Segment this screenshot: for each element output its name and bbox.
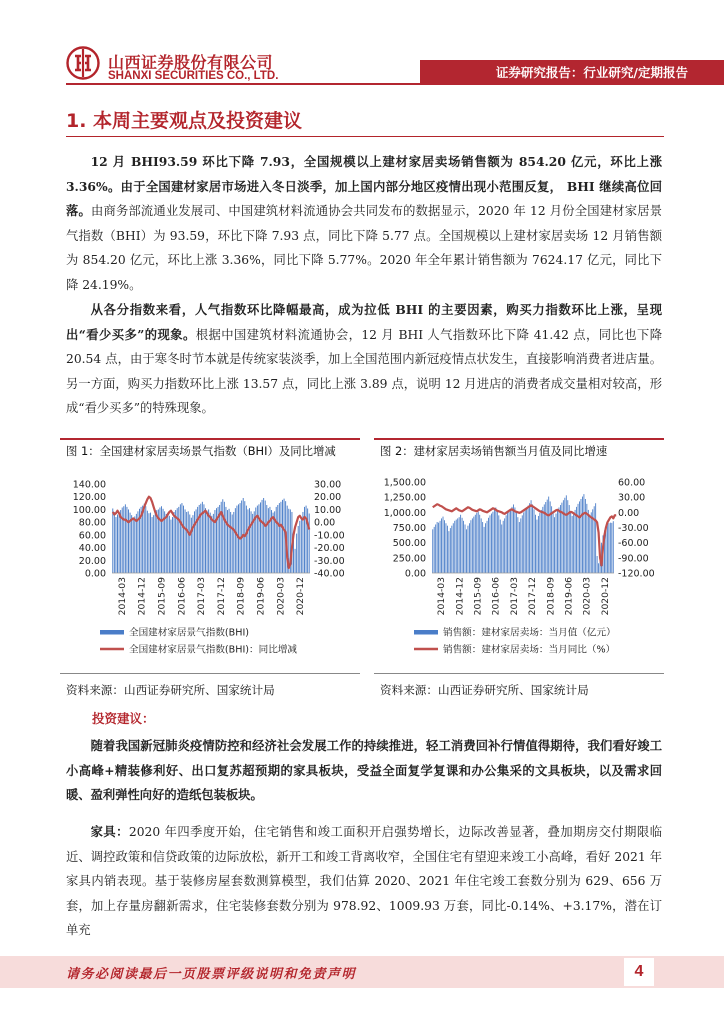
- x-axis-tick-label: 2017-03: [508, 577, 520, 616]
- chart-bar: [535, 515, 536, 573]
- paragraph-lead-bold: 12 月 BHI93.59 环比下降 7.93，全国规模以上建材家居卖场销售额为 854.20 亿元，环比上涨 3.36%。由于全国建材家居市场进入冬日淡季，加上国内部分地区疫情出现小范围反复， BHI 继续高位回落。: [66, 154, 662, 219]
- chart-bar: [440, 521, 441, 573]
- left-axis-tick-label: 1,500.00: [383, 477, 426, 489]
- chart-bar: [145, 506, 146, 573]
- chart-bar: [557, 511, 558, 573]
- chart-bar: [566, 495, 567, 573]
- chart-bar: [488, 518, 489, 573]
- chart-bar: [128, 509, 129, 573]
- left-axis-tick-label: 0.00: [404, 568, 426, 580]
- chart-bar: [504, 518, 505, 573]
- right-axis-tick-label: -30.00: [314, 555, 345, 567]
- chart-bar: [235, 508, 236, 573]
- chart-bar: [613, 521, 614, 573]
- chart-bar: [222, 499, 223, 573]
- chart-bar: [159, 508, 160, 573]
- x-axis-tick-label: 2016-06: [490, 577, 502, 616]
- left-axis-tick-label: 80.00: [78, 517, 106, 529]
- chart-bar: [181, 503, 182, 573]
- chart-bar: [472, 518, 473, 573]
- chart-bar: [520, 518, 521, 573]
- chart-bar: [251, 511, 252, 573]
- chart-bar: [136, 514, 137, 573]
- chart-bar: [227, 510, 228, 573]
- chart-bar: [500, 520, 501, 573]
- chart-bar: [224, 502, 225, 573]
- chart-bar: [537, 520, 538, 573]
- chart-bar: [148, 513, 149, 573]
- chart-bar: [512, 507, 513, 573]
- chart-bar: [525, 510, 526, 573]
- chart-bar: [247, 509, 248, 573]
- chart-bar: [175, 510, 176, 573]
- chart-bar: [186, 512, 187, 573]
- chart-bar: [232, 515, 233, 573]
- chart-bar: [522, 515, 523, 573]
- chart-bar: [581, 499, 582, 573]
- chart-bar: [588, 510, 589, 573]
- chart-bar: [172, 517, 173, 573]
- chart-bar: [510, 509, 511, 573]
- chart-bar: [265, 501, 266, 573]
- page-number: 4: [624, 958, 654, 986]
- chart-bar: [229, 509, 230, 573]
- chart-bar: [456, 520, 457, 573]
- chart-bar: [236, 506, 237, 573]
- chart-bar: [441, 518, 442, 573]
- chart-bar: [547, 500, 548, 573]
- right-axis-tick-label: 60.00: [618, 477, 646, 489]
- x-axis-tick-label: 2017-12: [215, 577, 227, 616]
- chart-bar: [438, 523, 439, 573]
- chart-bar: [144, 504, 145, 573]
- chart-bar: [539, 513, 540, 573]
- chart-bar: [191, 518, 192, 573]
- chart-bar: [610, 523, 611, 573]
- chart-bar: [133, 519, 134, 573]
- chart-bar: [444, 520, 445, 573]
- x-axis-tick-label: 2017-03: [196, 577, 208, 616]
- chart-bar: [517, 517, 518, 573]
- chart-bar: [560, 505, 561, 573]
- x-axis-tick-label: 2020-12: [599, 577, 611, 616]
- chart-bar: [479, 515, 480, 573]
- left-axis-tick-label: 750.00: [392, 523, 426, 534]
- chart-bar: [594, 506, 595, 573]
- left-axis-tick-label: 140.00: [72, 479, 106, 491]
- chart-bar: [131, 515, 132, 573]
- chart-bar: [498, 515, 499, 573]
- right-axis-tick-label: 0.00: [618, 507, 640, 519]
- left-axis-tick-label: 500.00: [392, 538, 426, 550]
- chart-bar: [249, 508, 250, 573]
- chart-bar: [213, 514, 214, 573]
- chart-bar: [607, 524, 608, 573]
- chart-bar: [301, 517, 302, 573]
- chart-bar: [196, 509, 197, 573]
- x-axis-tick-label: 2014-12: [454, 577, 466, 616]
- legend-label-bar: 销售额：建材家居卖场：当月值（亿元）: [443, 627, 616, 639]
- figure-1-top-rule: [60, 438, 360, 440]
- chart-bar: [169, 516, 170, 573]
- chart-bar: [460, 515, 461, 573]
- chart-bar: [276, 507, 277, 573]
- chart-bar: [295, 549, 296, 573]
- chart-bar: [553, 512, 554, 573]
- x-axis-tick-label: 2020-03: [581, 577, 593, 616]
- chart-bar: [211, 516, 212, 573]
- chart-bar: [114, 512, 115, 573]
- right-axis-tick-label: -120.00: [618, 568, 655, 580]
- chart-bar: [174, 512, 175, 573]
- figure-2-source: 资料来源：山西证券研究所、国家统计局: [380, 683, 589, 697]
- chart-bar: [284, 499, 285, 573]
- chart-bar: [302, 512, 303, 573]
- chart-bar: [115, 517, 116, 573]
- chart-bar: [260, 502, 261, 573]
- chart-bar: [551, 506, 552, 573]
- chart-bar: [307, 508, 308, 573]
- furniture-paragraph: [66, 820, 662, 943]
- chart-bar: [183, 506, 184, 573]
- chart-bar: [611, 523, 612, 573]
- chart-bar: [123, 506, 124, 573]
- chart-bar: [532, 504, 533, 573]
- chart-bar: [523, 512, 524, 573]
- figure-2-bottom-rule: [374, 673, 664, 674]
- legend-label-line: 销售额：建材家居卖场：当月同比（%）: [443, 644, 616, 656]
- x-axis-tick-label: 2020-12: [295, 577, 307, 616]
- chart-bar: [513, 504, 514, 573]
- chart-bar: [117, 515, 118, 573]
- chart-bar: [282, 500, 283, 573]
- chart-bar: [556, 514, 557, 573]
- chart-bar: [166, 514, 167, 573]
- report-type-banner: [420, 60, 724, 83]
- left-axis-tick-label: 120.00: [72, 492, 106, 504]
- x-axis-tick-label: 2018-09: [545, 577, 557, 616]
- legend-label-line: 全国建材家居景气指数(BHI)：同比增减: [129, 644, 298, 656]
- chart-bar: [150, 513, 151, 573]
- chart-bar: [454, 521, 455, 573]
- chart-bar: [161, 506, 162, 573]
- chart-bar: [153, 515, 154, 573]
- chart-bar: [559, 507, 560, 573]
- chart-bar: [119, 513, 120, 573]
- chart-bar: [448, 531, 449, 573]
- chart-bar: [495, 507, 496, 573]
- x-axis-tick-label: 2014-12: [136, 577, 148, 616]
- chart-bar: [583, 494, 584, 573]
- chart-bar: [482, 522, 483, 573]
- chart-bar: [192, 515, 193, 573]
- chart-bar: [435, 524, 436, 573]
- x-axis-tick-label: 2019-06: [563, 577, 575, 616]
- legend-swatch-bar: [100, 630, 124, 635]
- chart-bar: [309, 514, 310, 574]
- chart-bar: [203, 504, 204, 573]
- x-axis-tick-label: 2015-09: [472, 577, 484, 616]
- footer-disclaimer: 请务必阅读最后一页股票评级说明和免责声明: [66, 967, 357, 982]
- right-axis-tick-label: -90.00: [618, 553, 649, 565]
- chart-bar: [509, 511, 510, 573]
- chart-bar: [156, 510, 157, 573]
- chart-bar: [434, 527, 435, 573]
- chart-bar: [450, 528, 451, 573]
- chart-bar: [501, 524, 502, 573]
- right-axis-tick-label: 0.00: [314, 517, 336, 529]
- chart-bar: [582, 497, 583, 573]
- chart-bar: [529, 503, 530, 573]
- chart-bar: [134, 516, 135, 573]
- figure-2-top-rule: [374, 438, 664, 440]
- chart-bar: [494, 510, 495, 573]
- furniture-body: 2020 年四季度开始，住宅销售和竣工面积开启强势增长，边际改善显著，叠加期房交付期限临近、调控政策和信贷政策的边际放松，新开工和竣工背离收窄，全国住宅有望迎来竣工小高峰，看好 2021 年家具内销表现。基于装修房屋套数测算模型，我们估算 2020、2021 年住宅竣工套数分别为 629、656 万套，加上存量房翻新需求，住宅装修套数分别为 978.92、1009.93 万套，同比-0.14%、+3.17%，潜在订单充: [66, 825, 662, 938]
- chart-bar: [572, 516, 573, 573]
- chart-bar: [207, 511, 208, 573]
- chart-bar: [210, 513, 211, 573]
- chart-bar: [465, 524, 466, 573]
- chart-bar: [225, 507, 226, 573]
- chart-bar: [487, 521, 488, 573]
- chart-bar: [112, 508, 113, 573]
- chart-bar: [516, 512, 517, 573]
- chart-bar: [575, 510, 576, 573]
- chart-bar: [446, 523, 447, 573]
- chart-bar: [526, 507, 527, 573]
- left-axis-tick-label: 100.00: [72, 504, 106, 516]
- chart-bar: [591, 512, 592, 573]
- chart-bar: [490, 515, 491, 573]
- left-axis-tick-label: 0.00: [84, 568, 106, 580]
- chart-bar: [589, 515, 590, 573]
- chart-bar: [563, 500, 564, 573]
- chart-bar: [514, 507, 515, 573]
- chart-bar: [170, 520, 171, 573]
- x-axis-tick-label: 2017-12: [527, 577, 539, 616]
- chart-bar: [475, 515, 476, 573]
- chart-bar: [468, 526, 469, 573]
- x-axis-tick-label: 2015-09: [156, 577, 168, 616]
- legend-label-bar: 全国建材家居景气指数(BHI): [129, 627, 250, 639]
- chart-bar: [188, 511, 189, 573]
- chart-bar: [258, 504, 259, 573]
- chart-bar: [506, 515, 507, 573]
- x-axis-tick-label: 2014-03: [116, 577, 128, 616]
- x-axis-tick-label: 2018-09: [235, 577, 247, 616]
- x-axis-tick-label: 2019-06: [255, 577, 267, 616]
- chart-bar: [185, 509, 186, 573]
- chart-bar: [230, 512, 231, 573]
- chart-bar: [214, 510, 215, 573]
- figure-1-title: 图 1：全国建材家居卖场景气指数（BHI）及同比增减: [66, 444, 336, 458]
- chart-bar: [538, 516, 539, 573]
- figure-1-source: 资料来源：山西证券研究所、国家统计局: [66, 683, 275, 697]
- chart-bar: [491, 514, 492, 573]
- chart-bar: [277, 505, 278, 573]
- chart-bar: [279, 503, 280, 573]
- chart-bar: [507, 513, 508, 573]
- left-axis-tick-label: 1,250.00: [383, 492, 426, 504]
- chart-bar: [443, 517, 444, 573]
- chart-bar: [470, 520, 471, 573]
- legend-swatch-bar: [414, 630, 438, 635]
- chart-bar: [453, 523, 454, 573]
- chart-bar: [573, 513, 574, 573]
- left-axis-tick-label: 60.00: [78, 530, 106, 542]
- chart-bar: [194, 511, 195, 573]
- chart-bar: [246, 506, 247, 573]
- company-name-en: SHANXI SECURITIES CO., LTD.: [108, 70, 279, 82]
- investment-subtitle: 投资建议：: [92, 711, 155, 726]
- chart-bar: [296, 534, 297, 573]
- x-axis-tick-label: 2016-06: [176, 577, 188, 616]
- chart-bar: [481, 518, 482, 573]
- chart-bar: [167, 513, 168, 573]
- chart-bar: [451, 526, 452, 573]
- chart-bar: [266, 505, 267, 573]
- chart-bar: [569, 505, 570, 573]
- chart-bar: [478, 512, 479, 573]
- chart-bar: [519, 522, 520, 573]
- investment-summary: [66, 734, 662, 808]
- chart-bar: [564, 498, 565, 573]
- chart-bar: [484, 527, 485, 573]
- chart-bar: [147, 511, 148, 573]
- chart-bar: [457, 518, 458, 573]
- chart-bar: [531, 500, 532, 573]
- x-axis-tick-label: 2014-03: [436, 577, 448, 616]
- chart-bar: [298, 526, 299, 573]
- chart-bar: [598, 563, 599, 573]
- chart-bar: [534, 509, 535, 573]
- chart-bar: [544, 504, 545, 573]
- chart-bar: [208, 509, 209, 573]
- chart-bar: [142, 506, 143, 573]
- section-title: 1. 本周主要观点及投资建议: [66, 110, 303, 132]
- chart-bar: [548, 497, 549, 573]
- right-axis-tick-label: 30.00: [618, 492, 646, 504]
- chart-bar: [463, 521, 464, 573]
- chart-bar: [570, 511, 571, 573]
- paragraph-body: 根据中国建筑材料流通协会，12 月 BHI 人气指数环比下降 41.42 点，同比也下降 20.54 点，由于寒冬时节本就是传统家装淡季，加上全国范围内新冠疫情点状发生，直接影响消费者进店量。另一方面，购买力指数环比上涨 13.57 点，同比上涨 3.89 点，说明 12 月进店的消费者成交量相对较高，形成“看少买多”的特殊现象。: [66, 327, 663, 416]
- chart-bar: [497, 511, 498, 573]
- chart-bar: [585, 499, 586, 573]
- chart-bar: [503, 521, 504, 573]
- left-axis-tick-label: 250.00: [392, 553, 426, 565]
- chart-bar: [462, 518, 463, 573]
- paragraph-lead-bold: 从各分指数来看，人气指数环比降幅最高，成为拉低 BHI 的主要因素，购买力指数环比上涨，呈现出“看少买多”的现象。: [66, 302, 662, 342]
- left-axis-tick-label: 20.00: [78, 555, 106, 567]
- chart-bar: [595, 503, 596, 573]
- paragraph-body: 由商务部流通业发展司、中国建筑材料流通协会共同发布的数据显示，2020 年 12 月份全国建材家居景气指数（BHI）为 93.59，环比下降 7.93 点，同比下降 5.77 点。全国规模以上建材家居卖场 12 月销售额为 854.20 亿元，环比上涨 3.36%，同比下降 5.77%。2020 年全年累计销售额为 7624.17 亿元，同比下降 24.19%。: [66, 204, 662, 292]
- figure-2-title: 图 2：建材家居卖场销售额当月值及同比增速: [380, 444, 608, 458]
- chart-bar: [306, 506, 307, 573]
- x-axis-tick-label: 2020-03: [275, 577, 287, 616]
- figure-1-bottom-rule: [60, 673, 360, 674]
- chart-bar: [263, 498, 264, 573]
- chart-bar: [578, 504, 579, 573]
- right-axis-tick-label: 20.00: [314, 492, 342, 504]
- chart-bar: [447, 526, 448, 573]
- chart-bar: [432, 529, 433, 573]
- chart-bar: [550, 501, 551, 573]
- chart-bar: [466, 529, 467, 573]
- chart-bar: [476, 513, 477, 573]
- chart-bar: [485, 523, 486, 573]
- chart-bar: [492, 512, 493, 573]
- chart-bar: [233, 512, 234, 573]
- paragraph-bhi-summary: [66, 150, 662, 298]
- chart-bar: [155, 513, 156, 573]
- right-axis-tick-label: -40.00: [314, 568, 345, 580]
- chart-bar: [120, 510, 121, 573]
- chart-bar: [542, 507, 543, 573]
- chart-bar: [268, 508, 269, 573]
- report-type-label: 证券研究报告：行业研究/定期报告: [495, 65, 688, 80]
- chart-bar: [262, 500, 263, 573]
- chart-bar: [125, 504, 126, 573]
- chart-bar: [469, 523, 470, 573]
- figure-1-chart: [60, 466, 365, 666]
- chart-bar: [459, 517, 460, 573]
- furniture-label: 家具：: [90, 824, 129, 839]
- right-axis-tick-label: -60.00: [618, 538, 649, 550]
- right-axis-tick-label: -10.00: [314, 530, 345, 542]
- chart-bar: [269, 507, 270, 573]
- chart-bar: [178, 507, 179, 573]
- chart-bar: [126, 507, 127, 573]
- left-axis-tick-label: 1,000.00: [383, 507, 426, 519]
- right-axis-tick-label: -30.00: [618, 523, 649, 534]
- chart-bar: [299, 521, 300, 573]
- investment-summary-bold: 随着我国新冠肺炎疫情防控和经济社会发展工作的持续推进，轻工消费回补行情值得期待，我们看好竣工小高峰+精装修利好、出口复苏超预期的家具板块，受益全面复学复课和办公集采的文具板块，以及需求回暖、盈利弹性向好的造纸包装板块。: [66, 738, 662, 803]
- chart-bar: [205, 508, 206, 573]
- company-logo: [66, 46, 100, 80]
- chart-bar: [273, 513, 274, 573]
- chart-bar: [579, 501, 580, 573]
- figure-2-chart: [374, 466, 674, 666]
- chart-bar: [554, 517, 555, 573]
- chart-bar: [280, 502, 281, 573]
- chart-bar: [608, 523, 609, 573]
- chart-bar: [180, 504, 181, 573]
- chart-bar: [597, 556, 598, 573]
- chart-bar: [473, 517, 474, 573]
- chart-bar: [541, 510, 542, 573]
- company-name-cn: 山西证券股份有限公司: [108, 53, 274, 72]
- chart-bar: [197, 507, 198, 573]
- chart-bar: [567, 500, 568, 573]
- right-axis-tick-label: 30.00: [314, 479, 342, 491]
- chart-bar: [528, 506, 529, 573]
- paragraph-subindex: [66, 298, 662, 421]
- header-divider: [66, 83, 724, 85]
- section-title-underline: [66, 136, 664, 137]
- chart-bar: [437, 522, 438, 573]
- chart-bar: [152, 517, 153, 573]
- chart-bar: [164, 511, 165, 573]
- left-axis-tick-label: 40.00: [78, 543, 106, 555]
- right-axis-tick-label: 10.00: [314, 504, 342, 516]
- chart-bar: [189, 515, 190, 573]
- right-axis-tick-label: -20.00: [314, 543, 345, 555]
